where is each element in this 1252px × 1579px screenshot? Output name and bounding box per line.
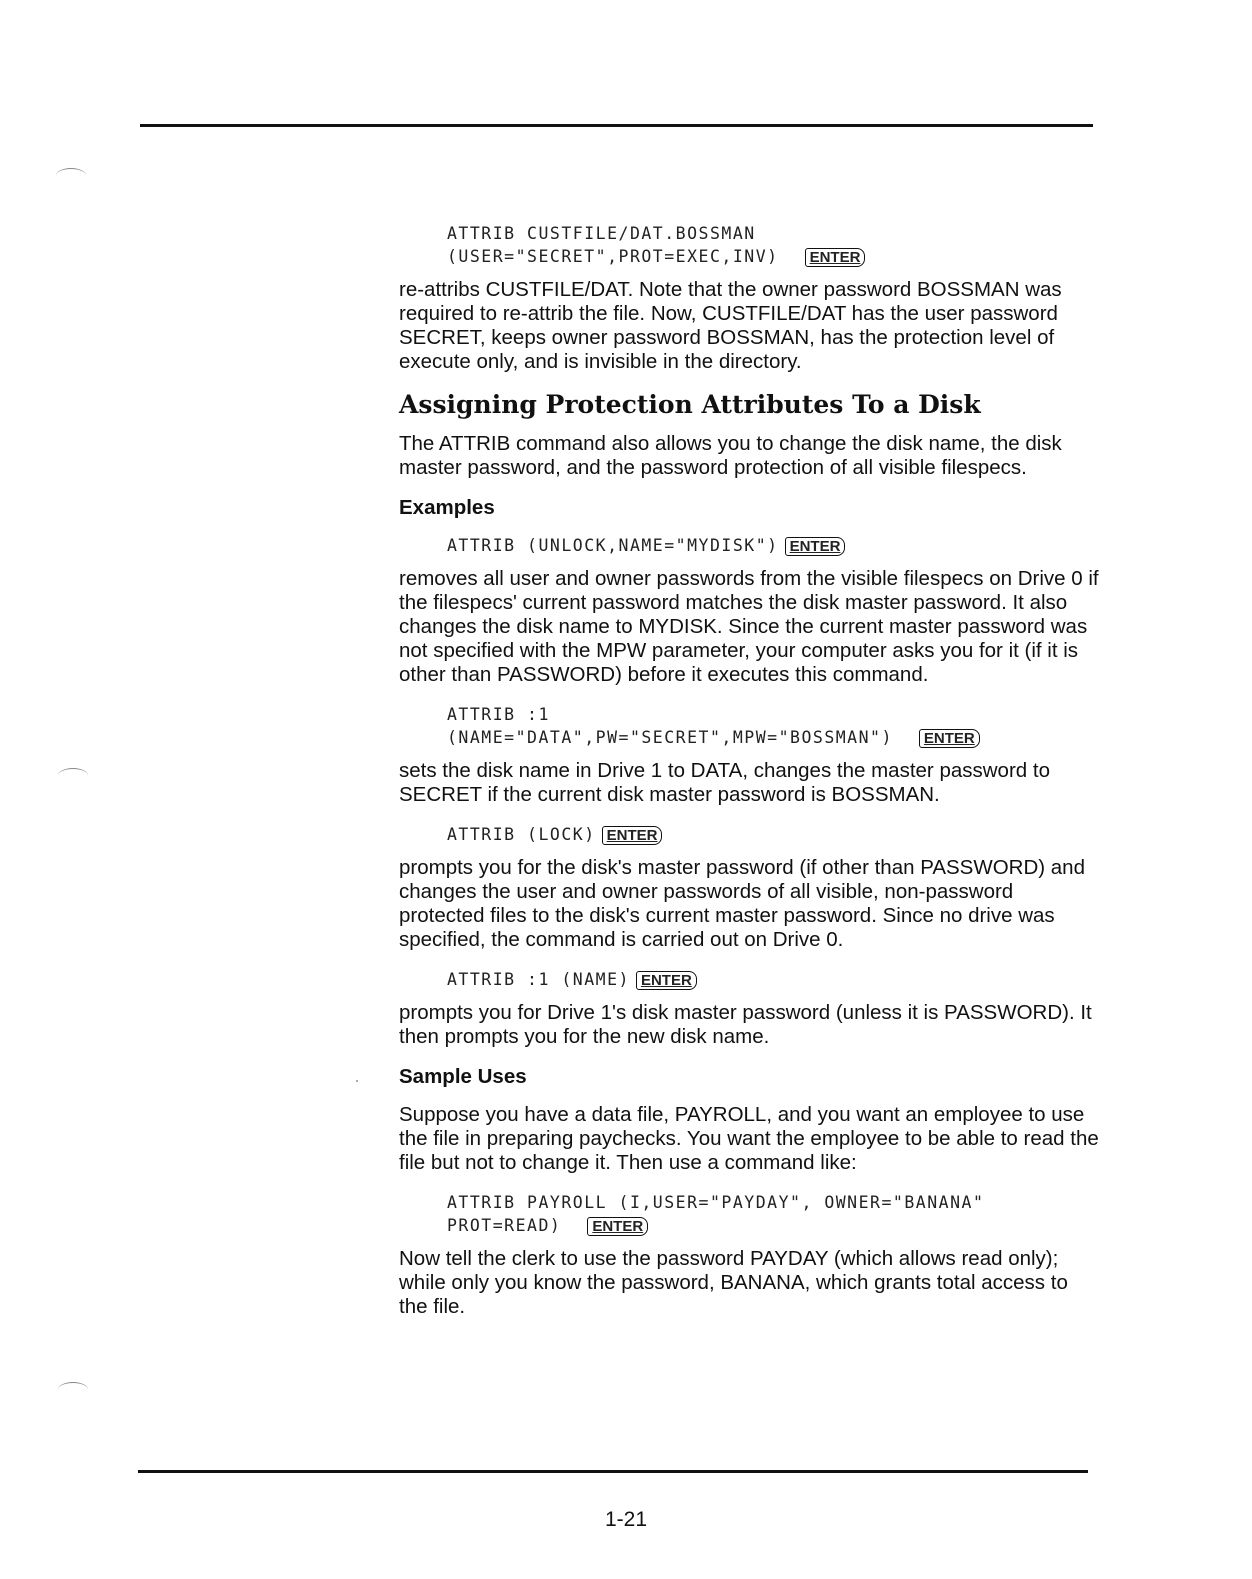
code-line: (USER="SECRET",PROT=EXEC,INV): [447, 247, 779, 266]
code-line: ATTRIB (LOCK): [447, 825, 596, 844]
code-line: ATTRIB CUSTFILE/DAT.BOSSMAN: [447, 224, 756, 243]
code-example-4: [447, 823, 1099, 846]
enter-key-icon: ENTER: [805, 248, 866, 267]
enter-key-icon: ENTER: [636, 971, 697, 990]
code-line: ATTRIB PAYROLL (I,USER="PAYDAY", OWNER="BANANA": [447, 1193, 985, 1212]
paragraph: Now tell the clerk to use the password PAYDAY (which allows read only); while only you know the password, BANANA, which grants total access to the file.: [399, 1247, 1068, 1318]
code-example-1: [447, 222, 1099, 268]
code-line: PROT=READ): [447, 1216, 562, 1235]
sample-uses-heading: Sample Uses: [399, 1065, 527, 1088]
stray-dot: [356, 1080, 358, 1082]
section-heading: Assigning Protection Attributes To a Disk: [399, 390, 981, 419]
code-example-3: [447, 703, 1099, 749]
code-example-2: [447, 534, 1099, 557]
code-example-6: [447, 1191, 1099, 1237]
code-line: (NAME="DATA",PW="SECRET",MPW="BOSSMAN"): [447, 728, 893, 747]
code-line: ATTRIB (UNLOCK,NAME="MYDISK"): [447, 536, 779, 555]
paragraph: removes all user and owner passwords from the visible filespecs on Drive 0 if the filespecs' current password matches the disk master password. It also changes the disk name to MYDISK. Since the current master password was not specified with the MPW parameter, your computer asks you for it (if it is other than PASSWORD) before it executes this command.: [399, 567, 1099, 686]
page-content: [399, 222, 1099, 1335]
paragraph: The ATTRIB command also allows you to change the disk name, the disk master password, and the password protection of all visible filespecs.: [399, 432, 1062, 479]
margin-mark: [58, 768, 88, 783]
enter-key-icon: ENTER: [602, 826, 663, 845]
top-rule: [140, 124, 1093, 127]
code-line: ATTRIB :1: [447, 705, 550, 724]
paragraph: prompts you for Drive 1's disk master password (unless it is PASSWORD). It then prompts you for the new disk name.: [399, 1001, 1092, 1048]
enter-key-icon: ENTER: [919, 729, 980, 748]
paragraph: sets the disk name in Drive 1 to DATA, changes the master password to SECRET if the current disk master password is BOSSMAN.: [399, 759, 1050, 806]
code-line: ATTRIB :1 (NAME): [447, 970, 630, 989]
enter-key-icon: ENTER: [785, 537, 846, 556]
page-number: 1-21: [604, 1508, 648, 1531]
paragraph: prompts you for the disk's master password (if other than PASSWORD) and changes the user and owner passwords of all visible, non-password protected files to the disk's current master password. Since no drive was specified, the command is carried out on Drive 0.: [399, 856, 1085, 951]
enter-key-icon: ENTER: [587, 1217, 648, 1236]
margin-mark: [56, 168, 86, 183]
code-example-5: [447, 968, 1099, 991]
margin-mark: [58, 1382, 88, 1397]
bottom-rule: [138, 1470, 1088, 1473]
examples-heading: Examples: [399, 496, 495, 519]
paragraph: Suppose you have a data file, PAYROLL, and you want an employee to use the file in preparing paychecks. You want the employee to be able to read the file but not to change it. Then use a command like:: [399, 1103, 1099, 1174]
paragraph: re-attribs CUSTFILE/DAT. Note that the owner password BOSSMAN was required to re-attrib the file. Now, CUSTFILE/DAT has the user password SECRET, keeps owner password BOSSMAN, has the protection level of execute only, and is invisible in the directory.: [399, 278, 1062, 373]
